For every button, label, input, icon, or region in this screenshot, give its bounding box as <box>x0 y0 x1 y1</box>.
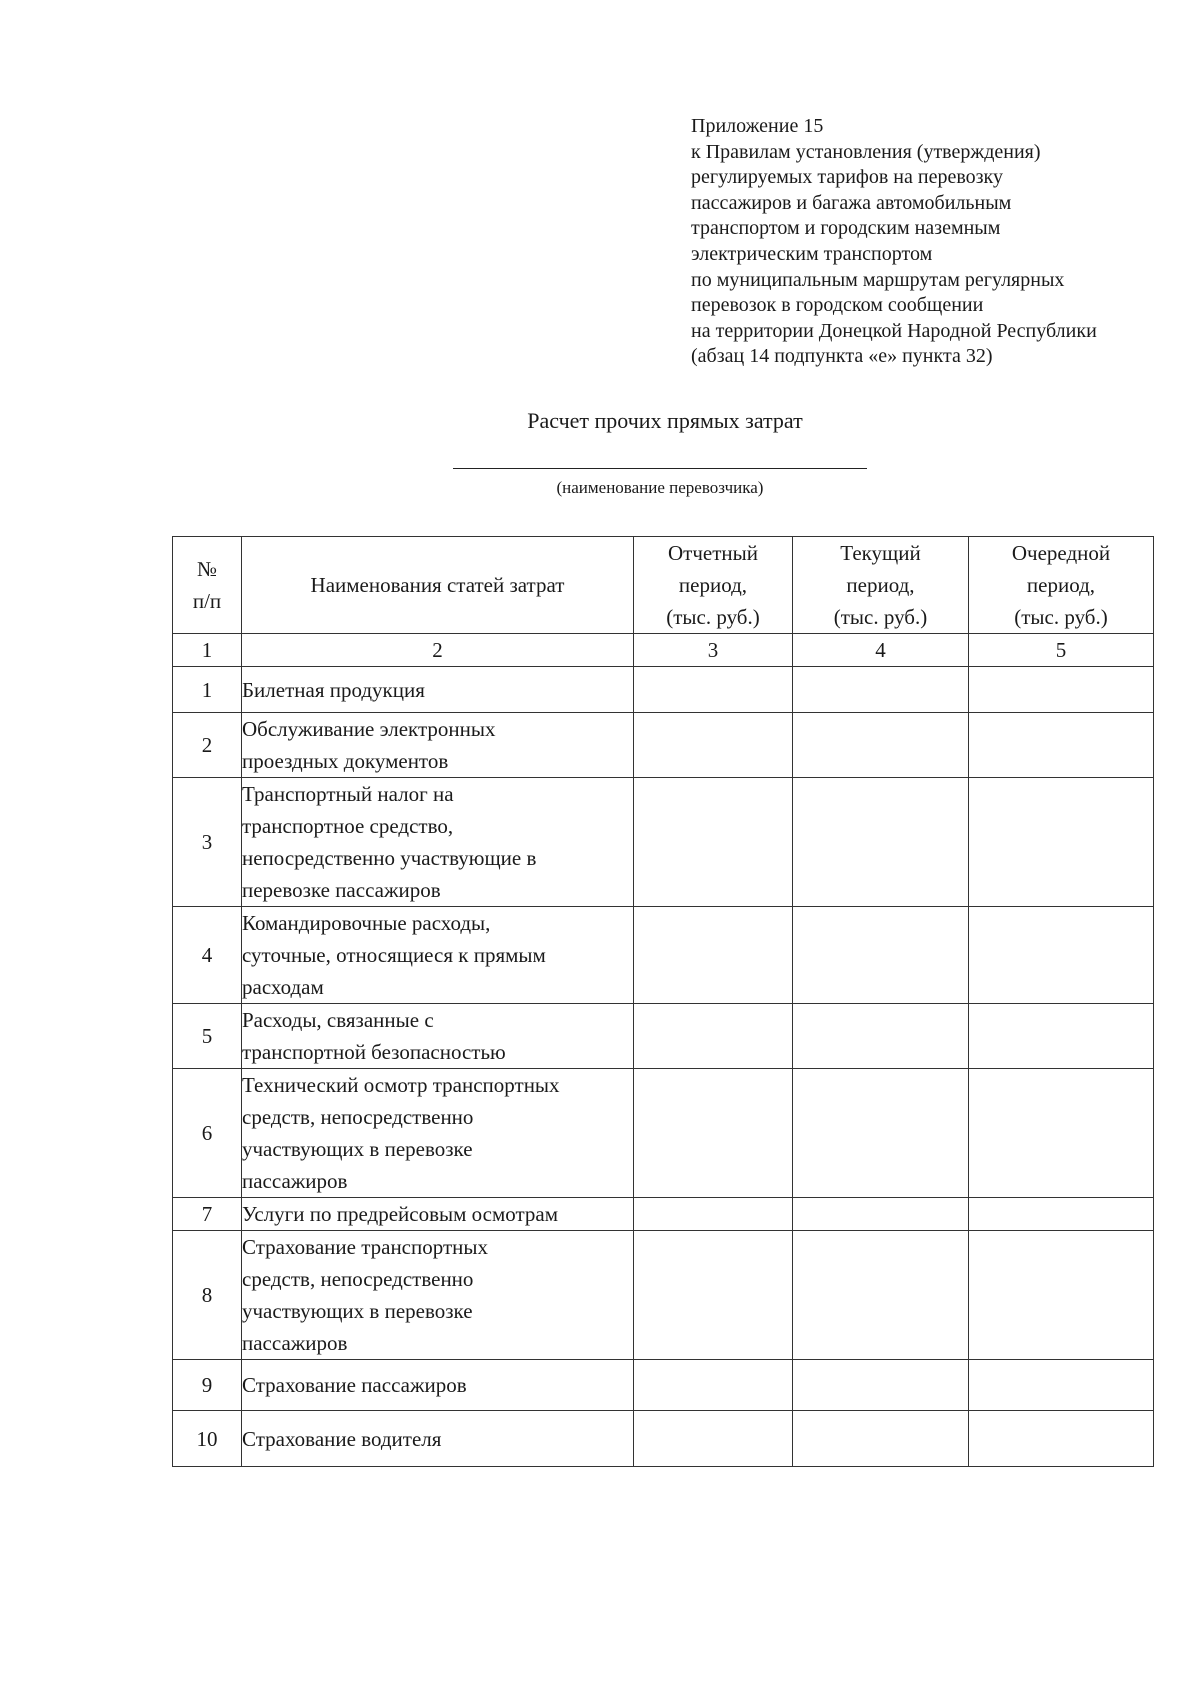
cost-item-line: проездных документов <box>242 749 449 773</box>
row-number: 4 <box>173 907 242 1004</box>
cost-item-line: Технический осмотр транспортных <box>242 1073 560 1097</box>
header-text: № <box>196 557 218 581</box>
cost-item-name <box>242 713 634 778</box>
reported-value-cell[interactable] <box>634 778 793 907</box>
document-title: Расчет прочих прямых затрат <box>527 408 803 433</box>
table-row <box>173 907 1154 1004</box>
row-number: 7 <box>173 1198 242 1231</box>
annex-line: перевозок в городском сообщении <box>691 294 984 317</box>
header-text: период, <box>1026 573 1096 597</box>
reported-value-cell[interactable] <box>634 713 793 778</box>
annex-line: транспортом и городским наземным <box>691 217 1001 240</box>
current-value-cell[interactable] <box>793 1198 969 1231</box>
reported-value-cell[interactable] <box>634 1004 793 1069</box>
header-text: (тыс. руб.) <box>666 605 760 629</box>
cost-item-name <box>242 1004 634 1069</box>
annex-line: (абзац 14 подпункта «е» пункта 32) <box>691 345 993 368</box>
next-value-cell[interactable] <box>969 713 1154 778</box>
table-row <box>173 1069 1154 1198</box>
row-number: 2 <box>173 713 242 778</box>
next-value-cell[interactable] <box>969 1231 1154 1360</box>
cost-item-name <box>242 778 634 907</box>
column-number: 5 <box>969 634 1154 667</box>
cost-item-line: пассажиров <box>242 1331 348 1355</box>
header-text: период, <box>846 573 915 597</box>
reported-value-cell[interactable] <box>634 1198 793 1231</box>
cost-item-line: транспортное средство, <box>242 814 454 838</box>
reported-value-cell[interactable] <box>634 1069 793 1198</box>
table-row <box>173 1231 1154 1360</box>
cost-item-line: средств, непосредственно <box>242 1105 474 1129</box>
header-next <box>969 537 1154 634</box>
next-value-cell[interactable] <box>969 667 1154 713</box>
annex-line: регулируемых тарифов на перевозку <box>691 166 1003 189</box>
table-row <box>173 667 1154 713</box>
row-number: 9 <box>173 1360 242 1411</box>
costs-table <box>172 536 1154 1467</box>
row-number: 10 <box>173 1411 242 1467</box>
header-text: (тыс. руб.) <box>833 605 928 629</box>
annex-line: Приложение 15 <box>691 115 824 137</box>
cost-item-name <box>242 667 634 713</box>
cost-item-line: участвующих в перевозке <box>242 1137 473 1161</box>
annex-line: по муниципальным маршрутам регулярных <box>691 268 1065 291</box>
cost-item-line: транспортной безопасностью <box>242 1040 506 1064</box>
cost-item-line: Расходы, связанные с <box>242 1008 434 1032</box>
cost-item-name <box>242 1411 634 1467</box>
reported-value-cell[interactable] <box>634 907 793 1004</box>
header-text: Отчетный <box>668 541 758 565</box>
cost-item-line: расходам <box>242 975 324 999</box>
current-value-cell[interactable] <box>793 1231 969 1360</box>
table-row <box>173 713 1154 778</box>
column-number: 1 <box>173 634 242 667</box>
row-number: 1 <box>173 667 242 713</box>
current-value-cell[interactable] <box>793 1360 969 1411</box>
column-number: 2 <box>242 634 634 667</box>
table-row <box>173 1411 1154 1467</box>
header-current <box>793 537 969 634</box>
reported-value-cell[interactable] <box>634 1231 793 1360</box>
column-number: 3 <box>634 634 793 667</box>
next-value-cell[interactable] <box>969 1198 1154 1231</box>
cost-item-line: Услуги по предрейсовым осмотрам <box>242 1202 559 1226</box>
next-value-cell[interactable] <box>969 1360 1154 1411</box>
cost-item-name <box>242 1360 634 1411</box>
table-row <box>173 1198 1154 1231</box>
next-value-cell[interactable] <box>969 907 1154 1004</box>
header-row <box>173 537 1154 634</box>
header-text: период, <box>678 573 748 597</box>
row-number: 6 <box>173 1069 242 1198</box>
annex-line: к Правилам установления (утверждения) <box>691 140 1041 163</box>
current-value-cell[interactable] <box>793 1411 969 1467</box>
column-number-row <box>173 634 1154 667</box>
header-text: Очередной <box>1011 541 1111 565</box>
cost-item-name <box>242 1231 634 1360</box>
cost-item-line: перевозке пассажиров <box>242 878 441 902</box>
header-text: Текущий <box>840 541 921 565</box>
reported-value-cell[interactable] <box>634 667 793 713</box>
row-number: 8 <box>173 1231 242 1360</box>
cost-item-line: Командировочные расходы, <box>242 911 491 935</box>
header-num <box>173 537 242 634</box>
table-row <box>173 778 1154 907</box>
cost-item-name <box>242 907 634 1004</box>
cost-item-line: Страхование водителя <box>242 1426 442 1451</box>
cost-item-line: пассажиров <box>242 1169 348 1193</box>
annex-line: на территории Донецкой Народной Республики <box>691 319 1097 342</box>
current-value-cell[interactable] <box>793 778 969 907</box>
cost-item-line: Транспортный налог на <box>242 782 454 806</box>
row-number: 5 <box>173 1004 242 1069</box>
next-value-cell[interactable] <box>969 778 1154 907</box>
column-number: 4 <box>793 634 969 667</box>
cost-item-line: Страхование пассажиров <box>242 1373 467 1397</box>
annex-reference <box>691 114 1097 370</box>
table-row <box>173 1004 1154 1069</box>
cost-item-line: суточные, относящиеся к прямым <box>242 943 546 967</box>
cost-item-name <box>242 1069 634 1198</box>
next-value-cell[interactable] <box>969 1069 1154 1198</box>
cost-item-line: Страхование транспортных <box>242 1235 488 1259</box>
current-value-cell[interactable] <box>793 1069 969 1198</box>
annex-line: пассажиров и багажа автомобильным <box>691 191 1012 214</box>
next-value-cell[interactable] <box>969 1004 1154 1069</box>
annex-line: электрическим транспортом <box>691 242 933 265</box>
current-value-cell[interactable] <box>793 713 969 778</box>
header-text: п/п <box>192 589 222 613</box>
row-number: 3 <box>173 778 242 907</box>
reported-value-cell[interactable] <box>634 1360 793 1411</box>
cost-item-line: средств, непосредственно <box>242 1267 474 1291</box>
cost-item-line: участвующих в перевозке <box>242 1299 473 1323</box>
current-value-cell[interactable] <box>793 907 969 1004</box>
table-row <box>173 1360 1154 1411</box>
carrier-name-line <box>453 468 867 469</box>
cost-item-line: Билетная продукция <box>242 677 425 702</box>
header-reported <box>634 537 793 634</box>
current-value-cell[interactable] <box>793 667 969 713</box>
header-text: (тыс. руб.) <box>1014 605 1108 629</box>
cost-item-line: непосредственно участвующие в <box>242 846 537 870</box>
next-value-cell[interactable] <box>969 1411 1154 1467</box>
header-name: Наименования статей затрат <box>242 537 634 634</box>
cost-item-name <box>242 1198 634 1231</box>
carrier-name-caption: (наименование перевозчика) <box>556 478 764 497</box>
reported-value-cell[interactable] <box>634 1411 793 1467</box>
cost-item-line: Обслуживание электронных <box>242 717 496 741</box>
current-value-cell[interactable] <box>793 1004 969 1069</box>
